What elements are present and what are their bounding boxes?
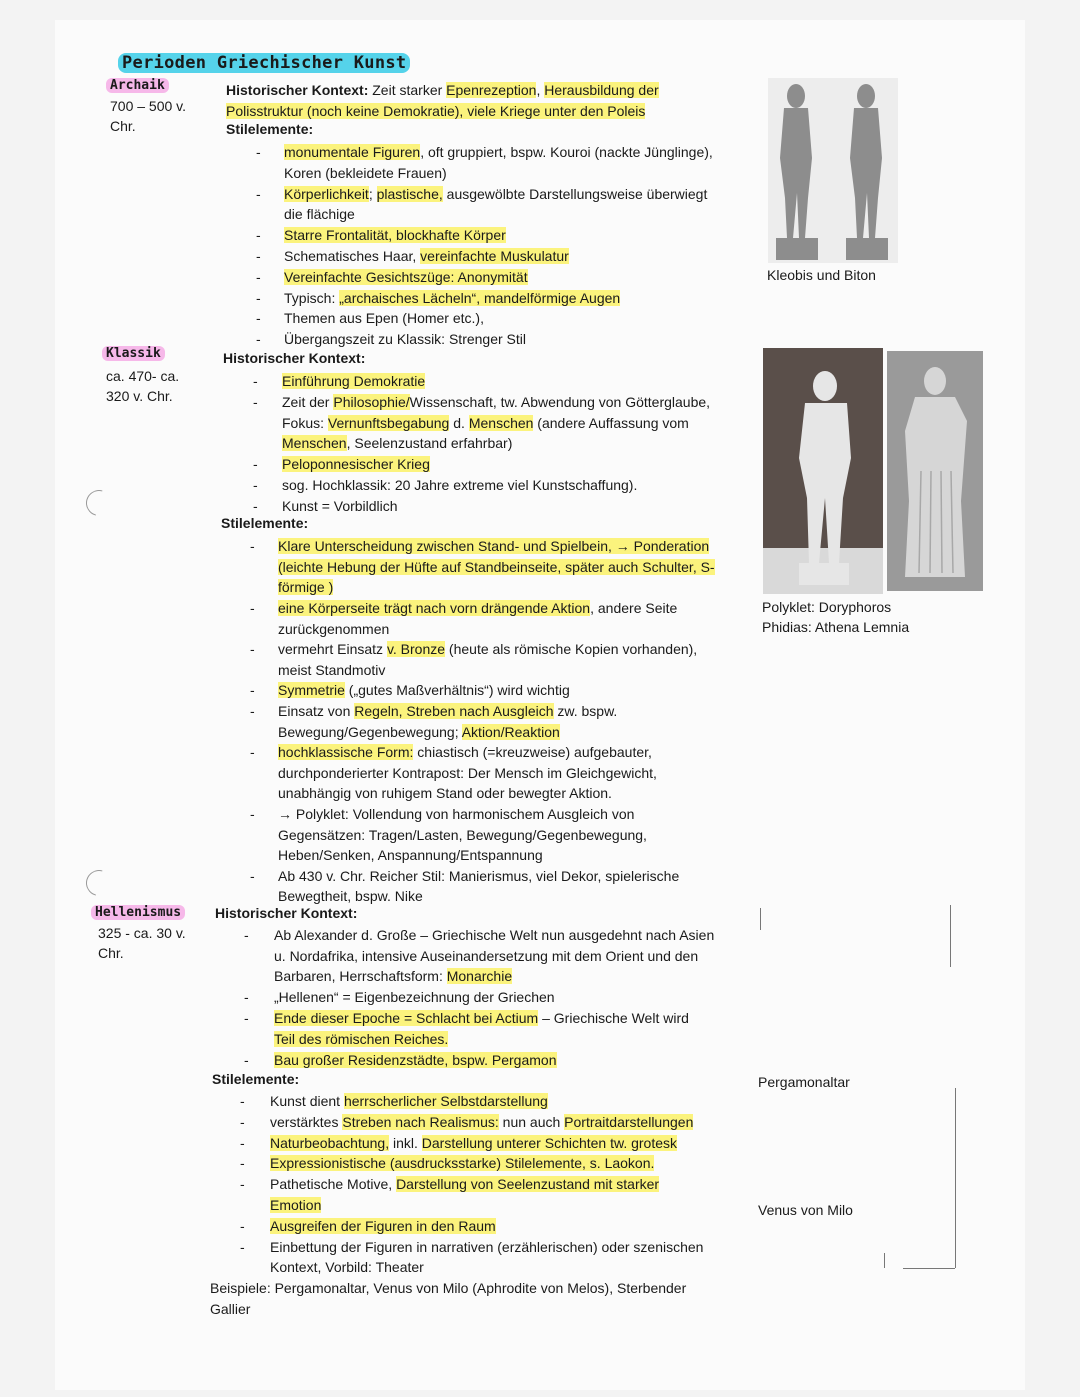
bullet-dash: - (250, 538, 255, 554)
doryphoros-statue-icon (763, 348, 883, 594)
bullet-dash: - (244, 1051, 249, 1068)
bullet-dash: - (256, 331, 261, 348)
hellenismus-stil-item (240, 1174, 740, 1216)
bullet-dash: - (253, 477, 258, 493)
bullet-dash: - (250, 599, 255, 616)
bullet-dash: - (256, 268, 261, 285)
image-placeholder-mark (903, 1268, 955, 1269)
archaik-stil-text: Schematisches Haar, vereinfachte Muskulatur (284, 248, 569, 264)
bullet-dash: - (240, 1155, 245, 1172)
bullet-dash: - (244, 1010, 249, 1027)
bullet-dash: - (256, 310, 261, 327)
klassik-stil-text: Klare Unterscheidung zwischen Stand- und Spielbein, → Ponderation (leichte Hebung der Hüfte auf Standbeinseite, später auch Schulter, S- förmige ) (278, 538, 715, 596)
bullet-dash: - (253, 456, 258, 473)
athena-statue-icon (887, 351, 983, 591)
bullet-dash: - (256, 248, 261, 264)
klassik-context-text: sog. Hochklassik: 20 Jahre extreme viel Kunstschaffung). (282, 477, 638, 493)
hellenismus-context-text: Bau großer Residenzstädte, bspw. Pergamon (274, 1051, 557, 1068)
caption-polyklet-phidias: Polyklet: Doryphoros Phidias: Athena Lemnia (762, 599, 910, 635)
klassik-stil-text: Symmetrie („gutes Maßverhältnis“) wird wichtig (278, 682, 570, 699)
hellenismus-stil-text: Expressionistische (ausdrucksstarke) Stilelemente, s. Laokon. (270, 1155, 655, 1172)
bullet-dash: - (253, 373, 258, 389)
era-tag-klassik: Klassik (102, 346, 165, 361)
klassik-stil-item (250, 701, 750, 742)
klassik-stil-item (250, 866, 750, 907)
klassik-context-item (253, 371, 753, 392)
klassik-context-item (253, 454, 753, 475)
hellenismus-context-item (244, 1050, 744, 1071)
archaik-context-line-1: Zeit starker Epenrezeption, Herausbildung der (372, 82, 659, 98)
hellenismus-stil-item (240, 1091, 740, 1112)
hellenismus-stil-item (240, 1133, 740, 1154)
bullet-dash: - (240, 1238, 245, 1255)
image-kleobis-biton (768, 78, 898, 263)
klassik-stil-item (250, 680, 750, 701)
klassik-stil-item (250, 598, 750, 639)
hellenismus-stil-text: Ausgreifen der Figuren in den Raum (270, 1217, 496, 1234)
klassik-context-text: Peloponnesischer Krieg (282, 456, 430, 473)
klassik-stil-item (250, 536, 750, 598)
archaik-stil-item (256, 142, 756, 184)
kouroi-statues-icon (768, 78, 898, 263)
hellenismus-stil-text: Kunst dient herrscherlicher Selbstdarstellung (270, 1093, 548, 1109)
bullet-dash: - (240, 1093, 245, 1109)
era-tag-archaik: Archaik (106, 78, 169, 93)
klassik-context-text: Kunst = Vorbildlich (282, 497, 398, 514)
hellenismus-stil-text: Pathetische Motive, Darstellung von Seelenzustand mit starker Emotion (270, 1176, 660, 1213)
klassik-context-item (253, 496, 753, 517)
hellenismus-stil-text: Naturbeobachtung, inkl. Darstellung unterer Schichten tw. grotesk (270, 1134, 678, 1151)
bullet-dash: - (256, 144, 261, 160)
archaik-stil-item (256, 329, 756, 350)
hellenismus-context-item (244, 987, 744, 1008)
archaik-stil-text: monumentale Figuren, oft gruppiert, bspw. Kouroi (nackte Jünglinge), Koren (bekleidete Frauen) (284, 144, 713, 181)
hellenismus-stil-label: Stilelemente: (212, 1071, 300, 1087)
hellenismus-stil-text: Einbettung der Figuren in narrativen (erzählerischen) oder szenischen Kontext, Vorbild: Theater (270, 1238, 704, 1276)
era-tag-hellenismus: Hellenismus (91, 905, 185, 920)
image-placeholder-mark (950, 905, 951, 967)
bullet-dash: - (256, 227, 261, 244)
klassik-stil-text: Ab 430 v. Chr. Reicher Stil: Manierismus, viel Dekor, spielerische Bewegtheit, bspw. Nike (278, 867, 680, 905)
page-title: Perioden Griechischer Kunst (118, 53, 410, 73)
hellenismus-stil-item (240, 1153, 740, 1174)
image-doryphoros (763, 348, 883, 594)
hellenismus-stil-item (240, 1112, 740, 1133)
klassik-stil-item (250, 804, 750, 866)
caption-venus-von-milo: Venus von Milo (758, 1202, 853, 1218)
archaik-stil-item (256, 246, 756, 267)
bullet-dash: - (244, 927, 249, 943)
bullet-dash: - (256, 185, 261, 202)
archaik-stil-text: Vereinfachte Gesichtszüge: Anonymität (284, 268, 528, 285)
archaik-stil-text: Themen aus Epen (Homer etc.), (284, 310, 484, 327)
hellenismus-context-text: Ab Alexander d. Große – Griechische Welt nun ausgedehnt nach Asien u. Nordafrika, intensive Auseinandersetzung mit dem Orient und den Barbaren, Herrschaftsform: Monarchie (274, 927, 715, 985)
bullet-dash: - (240, 1134, 245, 1151)
klassik-stil-text: Einsatz von Regeln, Streben nach Ausgleich zw. bspw. Bewegung/Gegenbewegung; Aktion/Reaktion (278, 702, 618, 740)
hellenismus-beispiele: Beispiele: Pergamonaltar, Venus von Milo (Aphrodite von Melos), Sterbender Gallier (210, 1280, 687, 1317)
hellenismus-stil-text: verstärktes Streben nach Realismus: nun auch Portraitdarstellungen (270, 1113, 694, 1130)
caption-pergamonaltar: Pergamonaltar (758, 1074, 850, 1090)
bullet-dash: - (253, 497, 258, 514)
klassik-stil-text: eine Körperseite trägt nach vorn drängende Aktion, andere Seite zurückgenommen (278, 599, 678, 637)
archaik-stil-text: Körperlichkeit; plastische, ausgewölbte Darstellungsweise überwiegt die flächige (284, 185, 708, 223)
klassik-context-item (253, 475, 753, 496)
archaik-stil-item (256, 184, 756, 226)
hellenismus-context-text: Ende dieser Epoche = Schlacht bei Actium – Griechische Welt wird Teil des römischen Reiches. (274, 1010, 689, 1047)
bullet-dash: - (240, 1113, 245, 1130)
archaik-stil-item (256, 267, 756, 288)
bullet-dash: - (244, 989, 249, 1006)
era-dates-klassik: ca. 470- ca. 320 v. Chr. (106, 368, 180, 404)
hellenismus-stil-item (240, 1216, 740, 1237)
bullet-dash: - (250, 641, 255, 657)
archaik-context-line-2: Polisstruktur (noch keine Demokratie), viele Kriege unter den Poleis (226, 102, 646, 119)
archaik-stil-item (256, 225, 756, 246)
archaik-stil-item (256, 288, 756, 309)
era-dates-hellenismus: 325 - ca. 30 v. Chr. (98, 925, 186, 961)
bullet-dash: - (256, 289, 261, 306)
hellenismus-context-item (244, 925, 744, 987)
klassik-stil-item (250, 742, 750, 804)
era-dates-archaik: 700 – 500 v. Chr. (110, 98, 187, 134)
image-placeholder-mark (760, 908, 761, 930)
archaik-stil-text: Starre Frontalität, blockhafte Körper (284, 227, 506, 244)
archaik-context: Historischer Kontext: Zeit starker Epenrezeption, Herausbildung der Polisstruktur (noch keine Demokratie), viele Kriege unter den Poleis (226, 82, 659, 119)
klassik-context-item (253, 392, 753, 454)
klassik-stil-text: vermehrt Einsatz v. Bronze (heute als römische Kopien vorhanden), meist Standmotiv (278, 641, 698, 678)
klassik-context-label: Historischer Kontext: (223, 350, 366, 366)
archaik-stil-label: Stilelemente: (226, 121, 314, 137)
image-placeholder-mark (884, 1253, 885, 1268)
bullet-dash: - (240, 1176, 245, 1193)
archaik-stil-text: Übergangszeit zu Klassik: Strenger Stil (284, 331, 526, 348)
bullet-dash: - (250, 805, 255, 822)
hellenismus-context-text: „Hellenen“ = Eigenbezeichnung der Griechen (274, 989, 555, 1006)
bullet-dash: - (250, 867, 255, 884)
klassik-context-text: Zeit der Philosophie/Wissenschaft, tw. Abwendung von Götterglaube, Fokus: Vernunftsbegabung d. Menschen (andere Auffassung vom Menschen, Seelenzustand erfahrbar) (282, 393, 711, 452)
bullet-dash: - (240, 1217, 245, 1234)
archaik-stil-text: Typisch: „archaisches Lächeln“, mandelförmige Augen (284, 289, 621, 306)
bullet-dash: - (250, 682, 255, 699)
caption-kleobis-biton: Kleobis und Biton (767, 267, 876, 283)
klassik-stil-label: Stilelemente: (221, 515, 309, 531)
klassik-stil-item (250, 639, 750, 680)
bullet-dash: - (250, 702, 255, 719)
klassik-context-text: Einführung Demokratie (282, 373, 426, 389)
hellenismus-context-item (244, 1008, 744, 1050)
archaik-stil-item (256, 308, 756, 329)
bullet-dash: - (250, 744, 255, 760)
image-placeholder-mark (955, 1088, 956, 1268)
hellenismus-context-label: Historischer Kontext: (215, 905, 358, 921)
hellenismus-stil-item (240, 1237, 740, 1279)
klassik-stil-text: hochklassische Form: chiastisch (=kreuzweise) aufgebauter, durchponderierter Kontrapost: Der Mensch im Gleichgewicht, unabhängig von ruhigem Stand oder bewegter Aktion. (278, 744, 657, 802)
image-athena-lemnia (887, 351, 983, 591)
bullet-dash: - (253, 393, 258, 410)
klassik-stil-text: → Polyklet: Vollendung von harmonischem Ausgleich von Gegensätzen: Tragen/Lasten, Bewegung/Gegenbewegung, Heben/Senken, Anspannung/Entspannung (278, 805, 647, 864)
